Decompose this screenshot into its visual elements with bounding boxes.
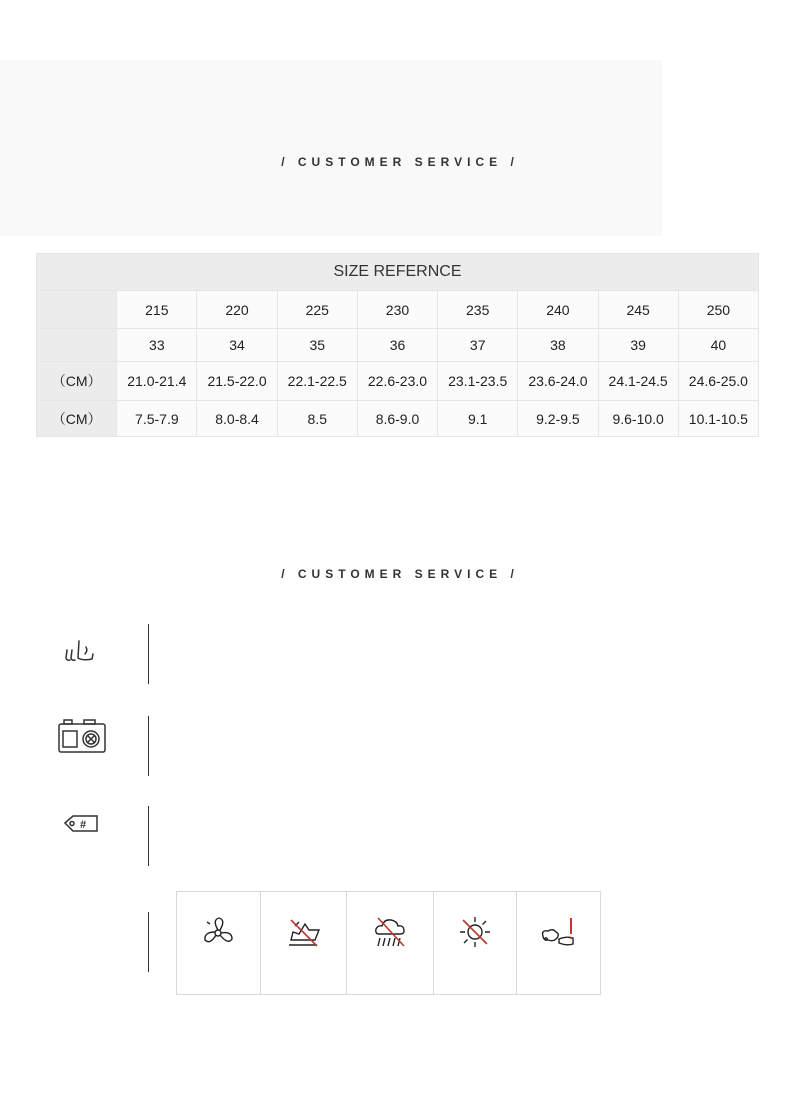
size-cell: 24.1-24.5 xyxy=(598,362,678,401)
size-cell: 35 xyxy=(277,329,357,362)
row-label xyxy=(37,291,117,329)
care-cell-no-rain xyxy=(347,892,434,994)
size-cell: 240 xyxy=(518,291,598,329)
feature-row-tag xyxy=(0,806,800,868)
top-banner xyxy=(0,60,662,236)
care-cell-stain xyxy=(517,892,600,994)
camera-icon xyxy=(55,716,109,766)
table-row xyxy=(37,401,759,437)
size-cell: 33 xyxy=(117,329,197,362)
care-cell-no-sun xyxy=(434,892,518,994)
size-cell: 7.5-7.9 xyxy=(117,401,197,437)
size-cell: 225 xyxy=(277,291,357,329)
row-label xyxy=(37,329,117,362)
size-cell: 22.1-22.5 xyxy=(277,362,357,401)
size-cell: 8.5 xyxy=(277,401,357,437)
tag-symbol: # xyxy=(79,819,87,831)
section-title-bottom: / CUSTOMER SERVICE / xyxy=(281,567,519,581)
divider-line xyxy=(148,912,149,972)
size-cell: 21.0-21.4 xyxy=(117,362,197,401)
size-cell: 215 xyxy=(117,291,197,329)
size-cell: 220 xyxy=(197,291,277,329)
size-cell: 39 xyxy=(598,329,678,362)
size-cell: 37 xyxy=(438,329,518,362)
no-iron-icon xyxy=(283,912,323,952)
size-cell: 9.2-9.5 xyxy=(518,401,598,437)
size-reference-table xyxy=(36,253,759,437)
feature-row-photo xyxy=(0,716,800,778)
size-cell: 22.6-23.0 xyxy=(357,362,437,401)
table-row xyxy=(37,362,759,401)
size-cell: 9.6-10.0 xyxy=(598,401,678,437)
no-sun-icon xyxy=(455,912,495,952)
divider-line xyxy=(148,716,149,776)
size-cell: 8.0-8.4 xyxy=(197,401,277,437)
size-cell: 38 xyxy=(518,329,598,362)
size-cell: 8.6-9.0 xyxy=(357,401,437,437)
size-cell: 235 xyxy=(438,291,518,329)
feature-row-measure xyxy=(0,624,800,686)
size-cell: 36 xyxy=(357,329,437,362)
size-cell: 34 xyxy=(197,329,277,362)
size-cell: 21.5-22.0 xyxy=(197,362,277,401)
table-row xyxy=(37,291,759,329)
divider-line xyxy=(148,806,149,866)
size-cell: 10.1-10.5 xyxy=(678,401,758,437)
row-label: （CM） xyxy=(37,401,117,437)
section-title-top: / CUSTOMER SERVICE / xyxy=(281,155,519,169)
divider-line xyxy=(148,624,149,684)
wash-icon xyxy=(198,912,238,952)
size-cell: 40 xyxy=(678,329,758,362)
size-cell: 245 xyxy=(598,291,678,329)
price-tag-icon xyxy=(55,806,109,856)
size-cell: 250 xyxy=(678,291,758,329)
row-label: （CM） xyxy=(37,362,117,401)
care-instructions xyxy=(176,891,601,995)
size-cell: 24.6-25.0 xyxy=(678,362,758,401)
table-title: SIZE REFERNCE xyxy=(37,254,759,291)
care-cell-wash xyxy=(177,892,261,994)
size-cell: 9.1 xyxy=(438,401,518,437)
stain-icon xyxy=(537,912,581,952)
no-rain-icon xyxy=(370,912,410,952)
size-cell: 230 xyxy=(357,291,437,329)
size-cell: 23.6-24.0 xyxy=(518,362,598,401)
table-row xyxy=(37,329,759,362)
size-cell: 23.1-23.5 xyxy=(438,362,518,401)
care-cell-no-iron xyxy=(261,892,348,994)
scale-icon xyxy=(55,628,109,678)
